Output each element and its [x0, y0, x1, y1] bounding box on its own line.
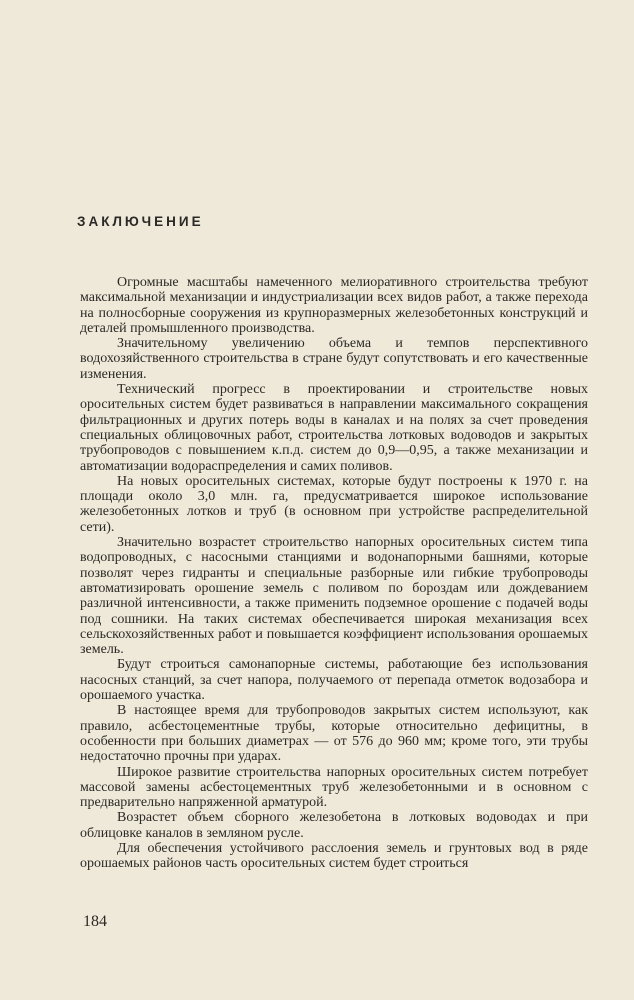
paragraph-7: В настоящее время для трубопроводов закрытых систем используют, как правило, асбестоцементные трубы, которые относительно дефицитны, в особенности при больших диаметрах — от 576 до 960 мм; кроме того, эти трубы недостаточно прочны при ударах.: [80, 703, 588, 765]
paragraph-5: Значительно возрастет строительство напорных оросительных систем типа водопроводных, с насосными станциями и водонапорными башнями, которые позволят через гидранты и специальные разборные или гибкие трубопроводы автоматизировать орошение земель с поливом по бороздам или дождеванием различной интенсивности, а также применить подземное орошение с подачей воды под сошники. На таких системах обеспечивается широкая механизация всех сельскохозяйственных работ и повышается коэффициент использования орошаемых земель.: [80, 535, 588, 658]
page-number: 184: [83, 913, 107, 930]
paragraph-3: Технический прогресс в проектировании и строительстве новых оросительных систем будет развиваться в направлении максимального сокращения фильтрационных и других потерь воды в каналах и на полях за счет проведения специальных облицовочных работ, строительства лотковых водоводов и закрытых трубопроводов с повышением к.п.д. систем до 0,9—0,95, а также механизации и автоматизации водораспределения и самих поливов.: [80, 382, 588, 474]
paragraph-2: Значительному увеличению объема и темпов перспективного водохозяйственного строительства в стране будут сопутствовать и его качественные изменения.: [80, 336, 588, 382]
paragraph-10: Для обеспечения устойчивого расслоения земель и грунтовых вод в ряде орошаемых районов часть оросительных систем будет строиться: [80, 840, 588, 872]
paragraph-4: На новых оросительных системах, которые будут построены к 1970 г. на площади около 3,0 млн. га, предусматривается широкое использование железобетонных лотков и труб (в основном при устройстве распределительной сети).: [80, 473, 588, 535]
paragraph-6: Будут строиться самонапорные системы, работающие без использования насосных станций, за счет напора, получаемого от перепада отметок водозабора и орошаемого участка.: [80, 657, 588, 704]
section-heading: ЗАКЛЮЧЕНИЕ: [77, 214, 204, 229]
body-text: [80, 275, 588, 872]
paragraph-1: Огромные масштабы намеченного мелиоративного строительства требуют максимальной механизации и индустриализации всех видов работ, а также перехода на полносборные сооружения из крупноразмерных железобетонных конструкций и деталей промышленного производства.: [80, 275, 588, 336]
paragraph-9: Возрастет объем сборного железобетона в лотковых водоводах и при облицовке каналов в земляном русле.: [80, 810, 588, 841]
paragraph-8: Широкое развитие строительства напорных оросительных систем потребует массовой замены асбестоцементных труб железобетонными и в основном с предварительно напряженной арматурой.: [80, 764, 588, 811]
